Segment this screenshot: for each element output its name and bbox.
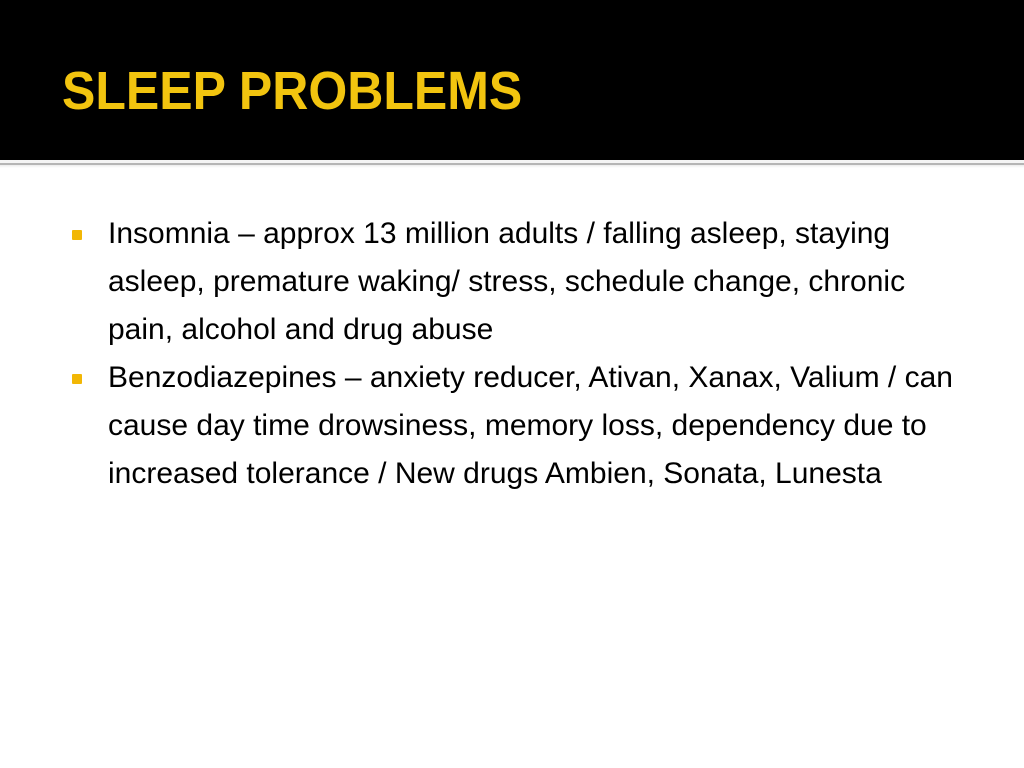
square-bullet-icon	[72, 230, 82, 240]
square-bullet-icon	[72, 374, 82, 384]
bullet-list	[72, 210, 972, 498]
bullet-description: – anxiety reducer, Ativan, Xanax, Valium / can cause day time drowsiness, memory loss, dependency due to increased tolerance / New drugs Ambien, Sonata, Lunesta	[108, 361, 953, 490]
slide-title: SLEEP PROBLEMS	[62, 60, 523, 121]
bullet-term: Benzodiazepines	[108, 361, 337, 394]
bullet-item-insomnia	[72, 210, 972, 354]
title-divider	[0, 160, 1024, 168]
bullet-term: Insomnia	[108, 217, 230, 250]
bullet-description: – approx 13 million adults / falling asleep, staying asleep, premature waking/ stress, schedule change, chronic pain, alcohol and drug abuse	[108, 217, 906, 346]
bullet-item-benzodiazepines	[72, 354, 972, 498]
title-bar	[0, 0, 1024, 160]
bullet-text	[108, 361, 953, 490]
bullet-text	[108, 217, 905, 346]
